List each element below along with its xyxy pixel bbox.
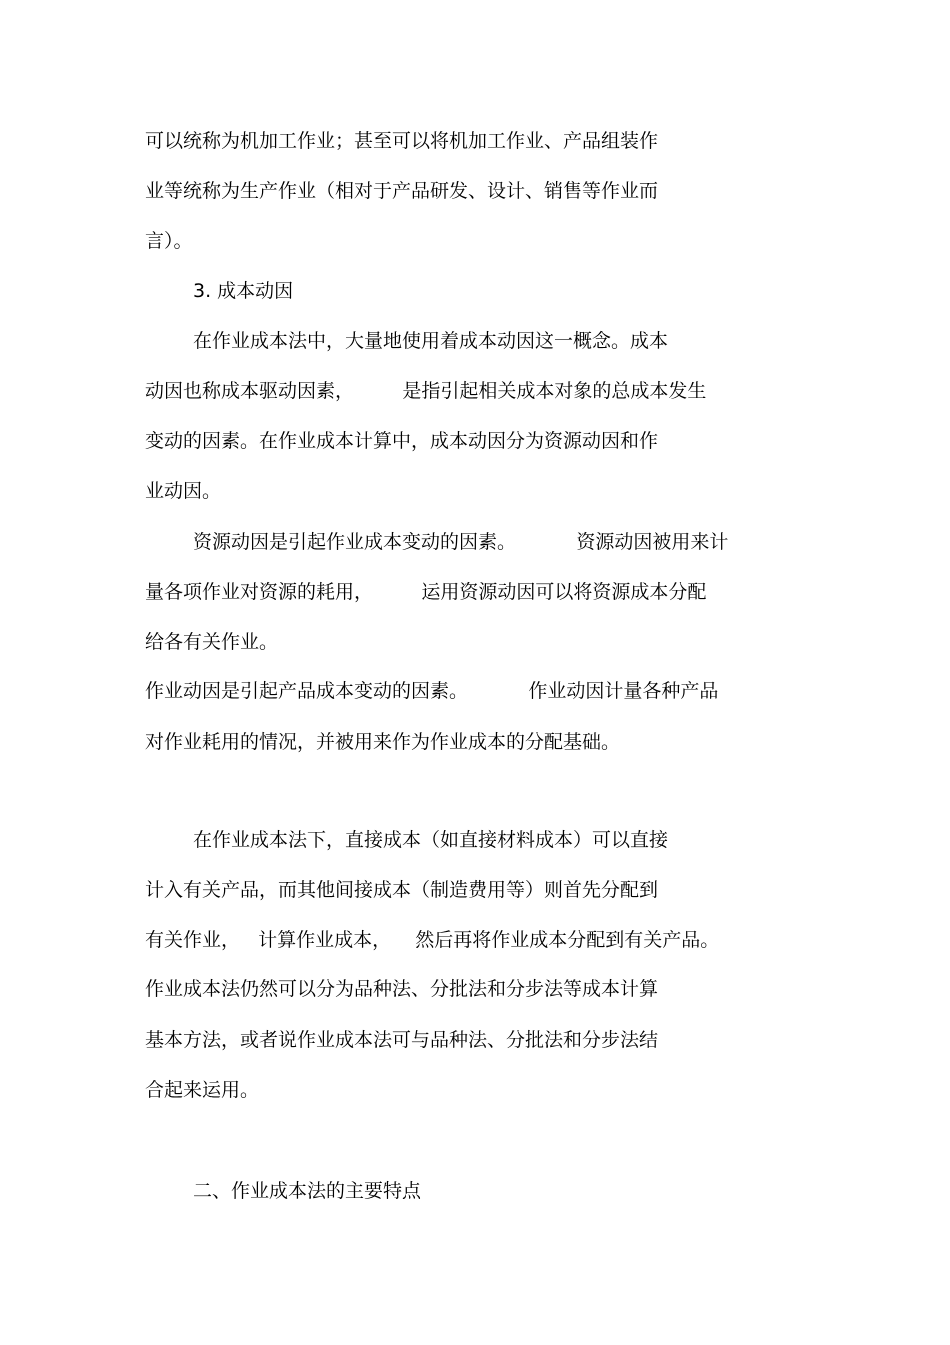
paragraph-line: 对作业耗用的情况，并被用来作为作业成本的分配基础。: [145, 731, 621, 753]
paragraph-line: 业动因。: [145, 480, 222, 502]
section-heading-cost-driver: 3. 成本动因: [193, 280, 294, 302]
paragraph-line: 有关作业， 计算作业成本， 然后再将作业成本分配到有关产品。: [145, 929, 720, 951]
paragraph-line: 变动的因素。在作业成本计算中，成本动因分为资源动因和作: [145, 430, 659, 452]
paragraph-line: 业等统称为生产作业（相对于产品研发、设计、销售等作业而: [145, 180, 659, 202]
paragraph-line: 作业成本法仍然可以分为品种法、分批法和分步法等成本计算: [145, 978, 659, 1000]
paragraph-line: 合起来运用。: [145, 1079, 260, 1101]
paragraph-line: 量各项作业对资源的耗用， 运用资源动因可以将资源成本分配: [145, 581, 707, 603]
paragraph-line: 在作业成本法下，直接成本（如直接材料成本）可以直接: [193, 829, 669, 851]
section-heading-main-features: 二、作业成本法的主要特点: [193, 1180, 422, 1202]
paragraph-line: 作业动因是引起产品成本变动的因素。 作业动因计量各种产品: [145, 680, 719, 702]
paragraph-line: 给各有关作业。: [145, 631, 279, 653]
paragraph-line: 可以统称为机加工作业；甚至可以将机加工作业、产品组装作: [145, 130, 659, 152]
paragraph-line: 资源动因是引起作业成本变动的因素。 资源动因被用来计: [193, 531, 729, 553]
paragraph-line: 动因也称成本驱动因素， 是指引起相关成本对象的总成本发生: [145, 380, 707, 402]
paragraph-line: 基本方法，或者说作业成本法可与品种法、分批法和分步法结: [145, 1029, 659, 1051]
paragraph-line: 在作业成本法中，大量地使用着成本动因这一概念。成本: [193, 330, 669, 352]
paragraph-line: 言）。: [145, 230, 193, 252]
paragraph-line: 计入有关产品，而其他间接成本（制造费用等）则首先分配到: [145, 879, 659, 901]
